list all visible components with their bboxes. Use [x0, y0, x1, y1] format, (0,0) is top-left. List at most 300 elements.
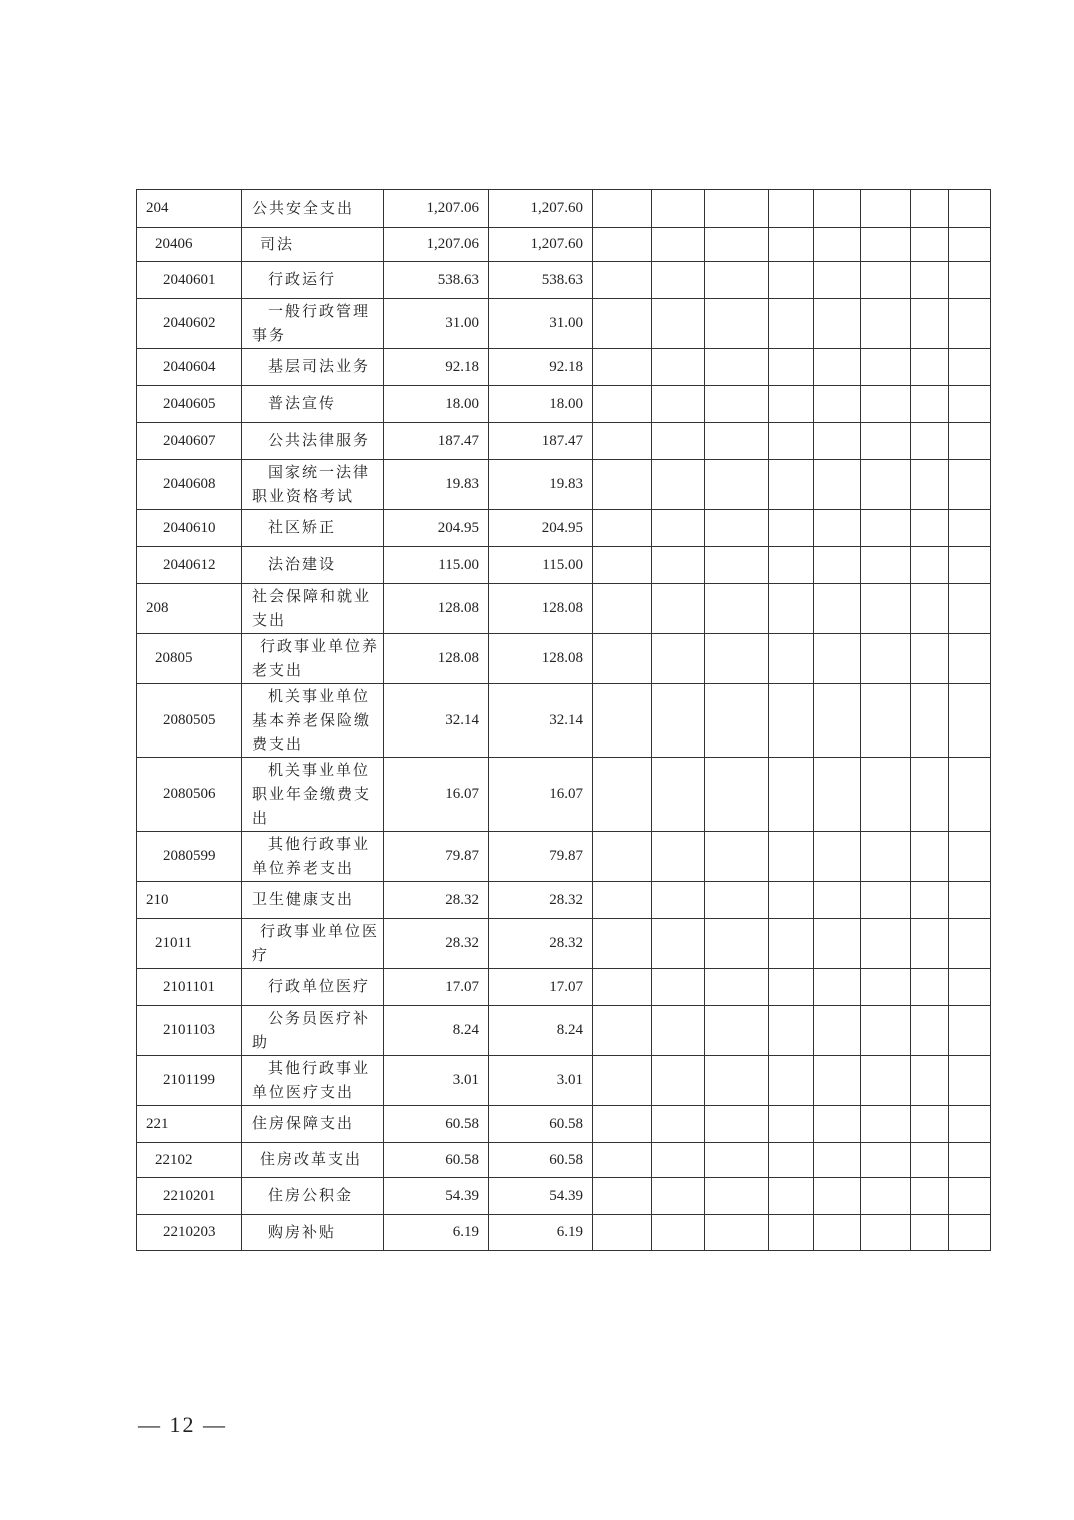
- row-name: 行政事业单位养老支出: [242, 634, 384, 684]
- empty-cell: [705, 919, 769, 969]
- row-code: 21011: [137, 919, 242, 969]
- row-value-1: 79.87: [384, 832, 489, 882]
- empty-cell: [861, 460, 911, 510]
- row-value-2: 128.08: [489, 584, 593, 634]
- empty-cell: [949, 684, 991, 758]
- empty-cell: [769, 882, 814, 919]
- row-value-2: 60.58: [489, 1143, 593, 1178]
- empty-cell: [814, 832, 861, 882]
- empty-cell: [814, 584, 861, 634]
- row-value-1: 128.08: [384, 634, 489, 684]
- empty-cell: [861, 634, 911, 684]
- row-value-1: 538.63: [384, 262, 489, 299]
- empty-cell: [911, 919, 949, 969]
- empty-cell: [705, 299, 769, 349]
- empty-cell: [911, 386, 949, 423]
- empty-cell: [949, 386, 991, 423]
- table-row: [137, 190, 991, 228]
- empty-cell: [911, 1215, 949, 1251]
- empty-cell: [814, 1056, 861, 1106]
- budget-table: [136, 189, 991, 1251]
- row-value-1: 6.19: [384, 1215, 489, 1251]
- empty-cell: [769, 547, 814, 584]
- empty-cell: [949, 882, 991, 919]
- empty-cell: [911, 510, 949, 547]
- empty-cell: [769, 584, 814, 634]
- row-name: 其他行政事业单位养老支出: [242, 832, 384, 882]
- empty-cell: [769, 1215, 814, 1251]
- empty-cell: [593, 758, 652, 832]
- table-row: [137, 386, 991, 423]
- empty-cell: [769, 1106, 814, 1143]
- empty-cell: [652, 634, 705, 684]
- empty-cell: [652, 1056, 705, 1106]
- empty-cell: [593, 510, 652, 547]
- table-row: [137, 460, 991, 510]
- empty-cell: [861, 547, 911, 584]
- row-name: 一般行政管理事务: [242, 299, 384, 349]
- empty-cell: [814, 386, 861, 423]
- row-value-2: 60.58: [489, 1106, 593, 1143]
- row-name: 住房保障支出: [242, 1106, 384, 1143]
- empty-cell: [705, 584, 769, 634]
- empty-cell: [814, 299, 861, 349]
- row-code: 20805: [137, 634, 242, 684]
- empty-cell: [861, 1143, 911, 1178]
- row-name: 社区矫正: [242, 510, 384, 547]
- row-value-1: 3.01: [384, 1056, 489, 1106]
- table-row: [137, 1143, 991, 1178]
- empty-cell: [911, 1178, 949, 1215]
- empty-cell: [861, 1006, 911, 1056]
- row-name: 司法: [242, 228, 384, 262]
- empty-cell: [593, 190, 652, 228]
- row-value-2: 19.83: [489, 460, 593, 510]
- row-value-1: 92.18: [384, 349, 489, 386]
- table-row: [137, 634, 991, 684]
- row-name: 国家统一法律职业资格考试: [242, 460, 384, 510]
- empty-cell: [814, 1106, 861, 1143]
- empty-cell: [911, 969, 949, 1006]
- empty-cell: [949, 1056, 991, 1106]
- row-value-1: 18.00: [384, 386, 489, 423]
- empty-cell: [705, 1106, 769, 1143]
- row-value-1: 128.08: [384, 584, 489, 634]
- row-code: 210: [137, 882, 242, 919]
- empty-cell: [652, 423, 705, 460]
- empty-cell: [593, 1143, 652, 1178]
- empty-cell: [593, 299, 652, 349]
- empty-cell: [705, 1006, 769, 1056]
- empty-cell: [814, 684, 861, 758]
- empty-cell: [861, 969, 911, 1006]
- empty-cell: [769, 349, 814, 386]
- row-code: 2040602: [137, 299, 242, 349]
- empty-cell: [652, 299, 705, 349]
- row-name: 公共安全支出: [242, 190, 384, 228]
- table-row: [137, 228, 991, 262]
- row-code: 2080506: [137, 758, 242, 832]
- empty-cell: [593, 262, 652, 299]
- row-code: 2101103: [137, 1006, 242, 1056]
- row-name: 行政运行: [242, 262, 384, 299]
- empty-cell: [652, 1178, 705, 1215]
- empty-cell: [911, 299, 949, 349]
- row-value-2: 31.00: [489, 299, 593, 349]
- row-value-1: 60.58: [384, 1143, 489, 1178]
- empty-cell: [949, 634, 991, 684]
- empty-cell: [593, 584, 652, 634]
- empty-cell: [652, 832, 705, 882]
- table-row: [137, 832, 991, 882]
- table-row: [137, 919, 991, 969]
- page-number: — 12 —: [138, 1412, 227, 1437]
- empty-cell: [593, 228, 652, 262]
- row-code: 2040607: [137, 423, 242, 460]
- empty-cell: [814, 882, 861, 919]
- table-row: [137, 758, 991, 832]
- empty-cell: [911, 349, 949, 386]
- empty-cell: [911, 1106, 949, 1143]
- row-value-1: 1,207.06: [384, 228, 489, 262]
- row-code: 2040612: [137, 547, 242, 584]
- row-name: 机关事业单位基本养老保险缴费支出: [242, 684, 384, 758]
- empty-cell: [949, 460, 991, 510]
- row-value-2: 32.14: [489, 684, 593, 758]
- empty-cell: [652, 349, 705, 386]
- empty-cell: [705, 969, 769, 1006]
- empty-cell: [911, 262, 949, 299]
- empty-cell: [769, 228, 814, 262]
- empty-cell: [814, 1143, 861, 1178]
- empty-cell: [652, 919, 705, 969]
- empty-cell: [911, 228, 949, 262]
- row-name: 公共法律服务: [242, 423, 384, 460]
- empty-cell: [593, 1056, 652, 1106]
- row-code: 2101199: [137, 1056, 242, 1106]
- empty-cell: [769, 832, 814, 882]
- row-name: 法治建设: [242, 547, 384, 584]
- table-row: [137, 969, 991, 1006]
- row-name: 住房改革支出: [242, 1143, 384, 1178]
- table-row: [137, 299, 991, 349]
- empty-cell: [769, 684, 814, 758]
- row-value-2: 115.00: [489, 547, 593, 584]
- empty-cell: [705, 1056, 769, 1106]
- empty-cell: [705, 832, 769, 882]
- empty-cell: [814, 1178, 861, 1215]
- row-value-1: 115.00: [384, 547, 489, 584]
- empty-cell: [911, 190, 949, 228]
- row-value-2: 28.32: [489, 919, 593, 969]
- row-name: 住房公积金: [242, 1178, 384, 1215]
- row-value-1: 32.14: [384, 684, 489, 758]
- empty-cell: [593, 460, 652, 510]
- empty-cell: [593, 386, 652, 423]
- empty-cell: [949, 1178, 991, 1215]
- empty-cell: [705, 190, 769, 228]
- empty-cell: [705, 262, 769, 299]
- empty-cell: [861, 684, 911, 758]
- empty-cell: [861, 423, 911, 460]
- empty-cell: [652, 1143, 705, 1178]
- empty-cell: [593, 969, 652, 1006]
- empty-cell: [593, 1106, 652, 1143]
- row-name: 公务员医疗补助: [242, 1006, 384, 1056]
- empty-cell: [769, 1143, 814, 1178]
- empty-cell: [593, 1215, 652, 1251]
- empty-cell: [861, 510, 911, 547]
- row-value-2: 6.19: [489, 1215, 593, 1251]
- empty-cell: [949, 1006, 991, 1056]
- row-name: 行政单位医疗: [242, 969, 384, 1006]
- empty-cell: [652, 190, 705, 228]
- table-row: [137, 1106, 991, 1143]
- row-name: 机关事业单位职业年金缴费支出: [242, 758, 384, 832]
- row-code: 20406: [137, 228, 242, 262]
- row-value-2: 16.07: [489, 758, 593, 832]
- empty-cell: [861, 299, 911, 349]
- empty-cell: [814, 423, 861, 460]
- empty-cell: [769, 423, 814, 460]
- row-value-1: 8.24: [384, 1006, 489, 1056]
- empty-cell: [652, 262, 705, 299]
- empty-cell: [861, 758, 911, 832]
- empty-cell: [593, 349, 652, 386]
- row-value-2: 18.00: [489, 386, 593, 423]
- row-code: 2080505: [137, 684, 242, 758]
- row-name: 其他行政事业单位医疗支出: [242, 1056, 384, 1106]
- empty-cell: [949, 1143, 991, 1178]
- row-value-2: 79.87: [489, 832, 593, 882]
- row-code: 2210203: [137, 1215, 242, 1251]
- empty-cell: [949, 758, 991, 832]
- empty-cell: [769, 460, 814, 510]
- empty-cell: [911, 758, 949, 832]
- table-row: [137, 1006, 991, 1056]
- row-code: 2080599: [137, 832, 242, 882]
- empty-cell: [652, 386, 705, 423]
- row-value-2: 17.07: [489, 969, 593, 1006]
- empty-cell: [861, 1178, 911, 1215]
- empty-cell: [652, 228, 705, 262]
- empty-cell: [861, 882, 911, 919]
- row-code: 208: [137, 584, 242, 634]
- row-value-1: 28.32: [384, 919, 489, 969]
- row-value-2: 54.39: [489, 1178, 593, 1215]
- row-code: 2040605: [137, 386, 242, 423]
- row-code: 2101101: [137, 969, 242, 1006]
- empty-cell: [861, 262, 911, 299]
- table-row: [137, 1056, 991, 1106]
- table-row: [137, 349, 991, 386]
- empty-cell: [705, 228, 769, 262]
- empty-cell: [911, 460, 949, 510]
- empty-cell: [593, 832, 652, 882]
- table-row: [137, 510, 991, 547]
- empty-cell: [769, 510, 814, 547]
- empty-cell: [911, 634, 949, 684]
- empty-cell: [652, 882, 705, 919]
- empty-cell: [593, 1006, 652, 1056]
- empty-cell: [705, 386, 769, 423]
- empty-cell: [949, 510, 991, 547]
- empty-cell: [911, 882, 949, 919]
- empty-cell: [593, 423, 652, 460]
- empty-cell: [861, 919, 911, 969]
- empty-cell: [705, 510, 769, 547]
- row-code: 2040601: [137, 262, 242, 299]
- empty-cell: [814, 1006, 861, 1056]
- empty-cell: [949, 969, 991, 1006]
- row-code: 2040604: [137, 349, 242, 386]
- empty-cell: [911, 684, 949, 758]
- empty-cell: [861, 584, 911, 634]
- empty-cell: [814, 349, 861, 386]
- empty-cell: [652, 510, 705, 547]
- row-value-1: 28.32: [384, 882, 489, 919]
- empty-cell: [861, 1215, 911, 1251]
- row-code: 221: [137, 1106, 242, 1143]
- row-value-2: 187.47: [489, 423, 593, 460]
- empty-cell: [814, 547, 861, 584]
- empty-cell: [652, 969, 705, 1006]
- empty-cell: [861, 349, 911, 386]
- empty-cell: [949, 919, 991, 969]
- row-name: 社会保障和就业支出: [242, 584, 384, 634]
- row-value-2: 1,207.60: [489, 190, 593, 228]
- empty-cell: [652, 1006, 705, 1056]
- table-row: [137, 584, 991, 634]
- row-value-1: 17.07: [384, 969, 489, 1006]
- row-value-2: 8.24: [489, 1006, 593, 1056]
- row-code: 2210201: [137, 1178, 242, 1215]
- row-value-2: 28.32: [489, 882, 593, 919]
- empty-cell: [593, 547, 652, 584]
- empty-cell: [861, 1056, 911, 1106]
- empty-cell: [949, 584, 991, 634]
- empty-cell: [705, 349, 769, 386]
- empty-cell: [705, 460, 769, 510]
- row-name: 行政事业单位医疗: [242, 919, 384, 969]
- row-value-1: 19.83: [384, 460, 489, 510]
- empty-cell: [705, 684, 769, 758]
- empty-cell: [949, 1215, 991, 1251]
- row-name: 购房补贴: [242, 1215, 384, 1251]
- empty-cell: [769, 969, 814, 1006]
- empty-cell: [949, 349, 991, 386]
- empty-cell: [769, 758, 814, 832]
- empty-cell: [861, 190, 911, 228]
- row-value-1: 60.58: [384, 1106, 489, 1143]
- table-row: [137, 1215, 991, 1251]
- row-value-2: 204.95: [489, 510, 593, 547]
- empty-cell: [814, 634, 861, 684]
- empty-cell: [705, 547, 769, 584]
- empty-cell: [769, 1056, 814, 1106]
- empty-cell: [769, 1006, 814, 1056]
- empty-cell: [814, 460, 861, 510]
- empty-cell: [861, 1106, 911, 1143]
- row-value-2: 1,207.60: [489, 228, 593, 262]
- empty-cell: [911, 1056, 949, 1106]
- empty-cell: [652, 460, 705, 510]
- empty-cell: [652, 684, 705, 758]
- empty-cell: [814, 1215, 861, 1251]
- empty-cell: [769, 190, 814, 228]
- empty-cell: [861, 228, 911, 262]
- row-value-2: 3.01: [489, 1056, 593, 1106]
- empty-cell: [593, 1178, 652, 1215]
- empty-cell: [593, 882, 652, 919]
- row-value-2: 92.18: [489, 349, 593, 386]
- row-value-1: 16.07: [384, 758, 489, 832]
- empty-cell: [949, 262, 991, 299]
- row-value-1: 31.00: [384, 299, 489, 349]
- row-code: 22102: [137, 1143, 242, 1178]
- empty-cell: [814, 510, 861, 547]
- empty-cell: [705, 758, 769, 832]
- empty-cell: [652, 758, 705, 832]
- table-row: [137, 262, 991, 299]
- empty-cell: [705, 423, 769, 460]
- row-value-2: 538.63: [489, 262, 593, 299]
- empty-cell: [705, 1143, 769, 1178]
- empty-cell: [814, 228, 861, 262]
- empty-cell: [814, 969, 861, 1006]
- empty-cell: [769, 262, 814, 299]
- empty-cell: [911, 547, 949, 584]
- empty-cell: [705, 634, 769, 684]
- row-name: 卫生健康支出: [242, 882, 384, 919]
- empty-cell: [769, 299, 814, 349]
- empty-cell: [949, 228, 991, 262]
- empty-cell: [949, 1106, 991, 1143]
- empty-cell: [593, 919, 652, 969]
- empty-cell: [814, 262, 861, 299]
- empty-cell: [814, 758, 861, 832]
- row-value-1: 1,207.06: [384, 190, 489, 228]
- row-name: 普法宣传: [242, 386, 384, 423]
- empty-cell: [814, 919, 861, 969]
- table-row: [137, 547, 991, 584]
- empty-cell: [911, 1006, 949, 1056]
- empty-cell: [949, 299, 991, 349]
- empty-cell: [911, 832, 949, 882]
- empty-cell: [911, 584, 949, 634]
- empty-cell: [769, 386, 814, 423]
- empty-cell: [814, 190, 861, 228]
- row-code: 2040608: [137, 460, 242, 510]
- table-row: [137, 423, 991, 460]
- empty-cell: [769, 1178, 814, 1215]
- empty-cell: [705, 1178, 769, 1215]
- empty-cell: [949, 190, 991, 228]
- empty-cell: [949, 423, 991, 460]
- empty-cell: [949, 832, 991, 882]
- empty-cell: [861, 832, 911, 882]
- empty-cell: [652, 1215, 705, 1251]
- empty-cell: [769, 634, 814, 684]
- table-row: [137, 684, 991, 758]
- empty-cell: [593, 634, 652, 684]
- empty-cell: [652, 584, 705, 634]
- row-code: 204: [137, 190, 242, 228]
- empty-cell: [705, 882, 769, 919]
- empty-cell: [949, 547, 991, 584]
- empty-cell: [652, 547, 705, 584]
- empty-cell: [652, 1106, 705, 1143]
